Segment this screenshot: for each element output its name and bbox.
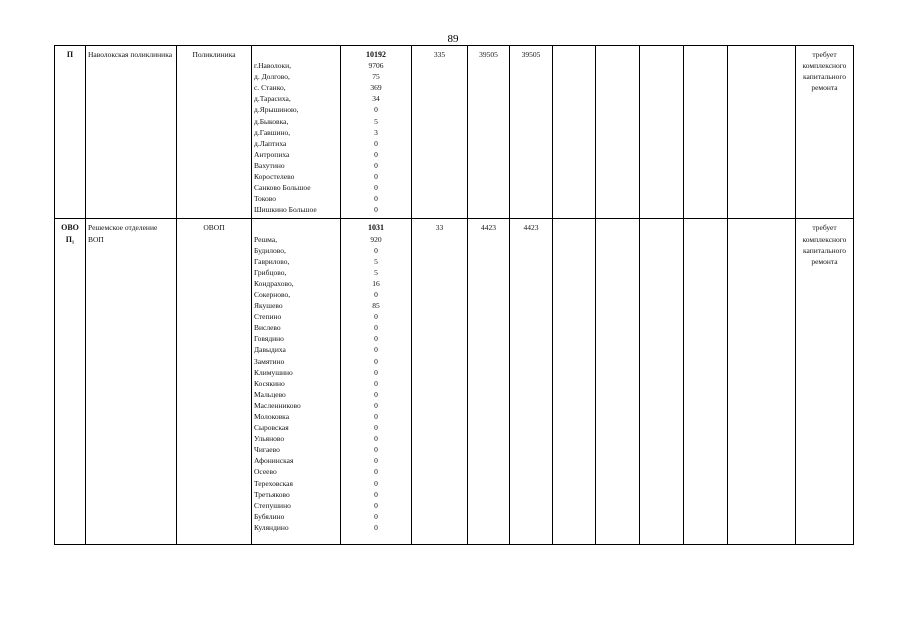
settlement-population-value: 5 (374, 116, 378, 126)
settlement-population-value: 0 (374, 500, 378, 510)
settlement-population-value: 5 (374, 267, 378, 277)
settlement-population-value: 0 (374, 467, 378, 477)
settlement-name: Гаврилово, (254, 256, 290, 266)
settlement-population-value: 0 (374, 149, 378, 159)
settlement-population-value: 16 (372, 278, 380, 288)
settlement-population-value: 369 (370, 83, 382, 93)
settlement-population-value: 85 (372, 301, 380, 311)
settlement-name: Молоковка (254, 412, 290, 421)
empty-cell (596, 46, 640, 219)
settlement-name: д.Лаптиха (254, 138, 287, 148)
settlement-name: Шишкино Большое (254, 205, 317, 215)
settlement-population-value: 0 (374, 400, 378, 410)
empty-cell (728, 46, 796, 219)
settlement-name: Коростелево (254, 172, 295, 182)
settlement-name: д.Тарасиха, (254, 94, 291, 104)
settlement-population-value: 0 (374, 160, 378, 170)
settlement-name: Косякино (254, 378, 285, 388)
settlement-names (252, 46, 341, 219)
facilities-table (54, 45, 854, 545)
settlement-name: Сокерново, (254, 289, 291, 299)
table-row (55, 46, 854, 219)
value-cell: 33 (412, 219, 468, 545)
facility-type: ОВОП (177, 219, 252, 545)
facility-name: Наволокская поликлиника (86, 46, 177, 219)
settlement-population-value: 0 (374, 456, 378, 466)
settlement-name: с. Станко, (254, 83, 286, 93)
empty-cell (684, 46, 728, 219)
settlement-population-value: 3 (374, 127, 378, 137)
population-list (343, 60, 409, 215)
settlement-population-value: 0 (374, 522, 378, 532)
settlement-population-value: 0 (374, 194, 378, 204)
settlement-name: д. Долгово, (254, 72, 290, 82)
settlement-name: Якушево (254, 301, 283, 311)
facility-code-line1: ОВО (61, 223, 79, 233)
settlement-name: д.Гавшино, (254, 127, 291, 137)
settlement-name: Бубялино (254, 511, 285, 521)
value-cell: 39505 (510, 46, 553, 219)
value-cell: 4423 (510, 219, 553, 545)
facility-code-line2: П₁ (65, 234, 75, 244)
settlement-population-value: 0 (374, 183, 378, 193)
facility-type: Поликлиника (177, 46, 252, 219)
settlement-list (254, 234, 338, 534)
value-cell: 39505 (468, 46, 510, 219)
settlement-population-value: 0 (374, 511, 378, 521)
settlement-name: Тереховская (254, 478, 293, 488)
page-number: 89 (447, 33, 459, 45)
settlement-name: Решма, (254, 234, 278, 244)
settlement-population-value: 0 (374, 412, 378, 421)
settlement-name: Афонинская (254, 456, 294, 466)
settlement-population-value: 0 (374, 334, 378, 344)
settlement-name: Масленниково (254, 400, 301, 410)
settlement-name: Ульяново (254, 434, 285, 444)
settlement-name: Мальцево (254, 389, 286, 399)
settlement-population-value: 0 (374, 138, 378, 148)
settlement-name: д.Ярышиною, (254, 105, 299, 115)
settlement-population-value: 9706 (368, 61, 384, 71)
settlement-population-value: 0 (374, 356, 378, 366)
settlement-population-value: 0 (374, 345, 378, 355)
settlement-population-value: 0 (374, 378, 378, 388)
settlement-name: Вислево (254, 323, 281, 333)
settlement-name: Вахутино (254, 160, 285, 170)
table-row (55, 219, 854, 545)
population-total: 10192 (366, 50, 386, 59)
settlement-name: д.Быковка, (254, 116, 289, 126)
empty-cell (640, 46, 684, 219)
settlement-population-value: 0 (374, 205, 378, 215)
empty-cell (728, 219, 796, 545)
settlement-population-value: 920 (370, 234, 382, 244)
settlement-name: Осеево (254, 467, 277, 477)
status-note: требует комплексного капитального ремонта (796, 46, 854, 219)
empty-cell (553, 219, 596, 545)
empty-cell (640, 219, 684, 545)
settlement-population-value: 0 (374, 289, 378, 299)
value-cell: 4423 (468, 219, 510, 545)
settlement-population-value: 5 (374, 256, 378, 266)
settlement-names (252, 219, 341, 545)
settlement-population (341, 219, 412, 545)
settlement-population-value: 0 (374, 423, 378, 433)
settlement-name: Степушино (254, 500, 291, 510)
settlement-name: Санково Большое (254, 183, 311, 193)
settlement-population-value: 0 (374, 434, 378, 444)
facility-code (55, 219, 86, 545)
settlement-name: Кондрахово, (254, 278, 294, 288)
settlement-name: Будилово, (254, 245, 286, 255)
empty-cell (596, 219, 640, 545)
settlement-name: Замятино (254, 356, 285, 366)
settlement-population-value: 0 (374, 478, 378, 488)
settlement-population-value: 0 (374, 367, 378, 377)
settlement-population-value: 0 (374, 445, 378, 455)
settlement-name: Степино (254, 312, 282, 322)
settlement-name: г.Наволоки, (254, 61, 292, 71)
facility-code: П (55, 46, 86, 219)
empty-cell (684, 219, 728, 545)
empty-cell (553, 46, 596, 219)
settlement-population-value: 75 (372, 72, 380, 82)
settlement-population-value: 0 (374, 312, 378, 322)
settlement-name: Токово (254, 194, 277, 204)
settlement-name: Сыровская (254, 423, 289, 433)
facility-name: Решемское отделение ВОП (86, 219, 177, 545)
status-note: требует комплексного капитального ремонта (796, 219, 854, 545)
settlement-population-value: 0 (374, 245, 378, 255)
population-total: 1031 (368, 223, 384, 233)
settlement-population-value: 34 (372, 94, 380, 104)
settlement-list (254, 60, 338, 215)
settlement-name: Антропиха (254, 149, 290, 159)
settlement-name: Куляндино (254, 522, 289, 532)
settlement-population-value: 0 (374, 105, 378, 115)
settlement-name: Чигаево (254, 445, 280, 455)
settlement-population (341, 46, 412, 219)
value-cell: 335 (412, 46, 468, 219)
settlement-population-value: 0 (374, 489, 378, 499)
population-list (343, 234, 409, 534)
settlement-name: Говядино (254, 334, 284, 344)
settlement-population-value: 0 (374, 389, 378, 399)
settlement-population-value: 0 (374, 323, 378, 333)
settlement-population-value: 0 (374, 172, 378, 182)
settlement-name: Климушино (254, 367, 293, 377)
settlement-name: Грибцово, (254, 267, 287, 277)
settlement-name: Давыдиха (254, 345, 286, 355)
settlement-name: Третьяково (254, 489, 290, 499)
